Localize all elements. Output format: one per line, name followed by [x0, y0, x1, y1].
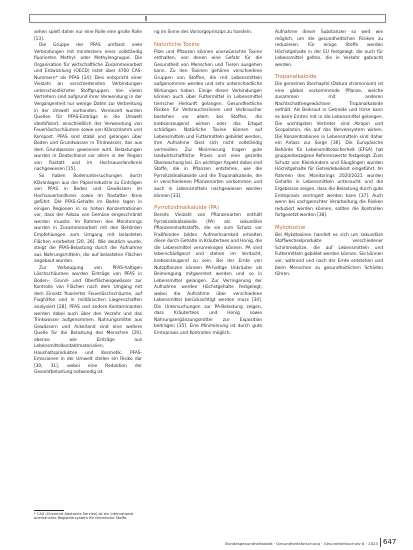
paragraph: sehen spielt daher nur eine Rolle eine große Rolle [13].: [34, 30, 142, 42]
text-column-left: [34, 30, 142, 377]
subsection-heading: Mykotoxine: [275, 224, 306, 231]
journal-footer: Bundesgesundheitsblatt · Gesundheitsforschung · Gesundheitsschutz 6 · 2023: [225, 541, 378, 546]
paragraph: Die Gruppe der PFAS umfasst viele Verbindungen mit mindestens einer vollständig fluorierten Methyl- oder Methylengruppe. Die Organisation für wirtschaftliche Zusammenarbeit und Entwicklung (OECD) listet über 4700 CAS-Nummern* als PFAS [14]. Dies entspricht einer Vielzahl an verschiedensten Verbindungen unterschiedlichster Stoffgruppen. Von vielen Vertretern sind aufgrund ihrer Verwendung in der Vergangenheit nur wenige Daten zur Verbreitung in der Umwelt vorhanden. Vereinzelt wurden Quellen für PFAS-Einträge in die Umwelt identifiziert, einschließlich der Verwendung von Feuerlöschschäumen sowie von Klärschlamm und Kompost. PFAS sind stabil und gelangen über Boden und Grundwasser in Trinkwasser, das aus dem Grundwasser gewonnen wird. Belastungen wurden in Deutschland vor allem in der Region von Rastatt und im Hochsauerlandkreis nachgewiesen [15].: [34, 43, 142, 173]
page-number: 647: [383, 538, 397, 546]
paragraph: Bereits Vielzahl von Pflanzenarten enthält Pyrrolizidinalkaloide (PA) als sekundäre Pflanzeninhaltsstoffe, die sie zum Schutz vor Fraßfeinden bilden. Aufmerksamkeit erhielten diese durch Gehalte in Kräutertees und Honig, die die Lebensmittel verunreinigen können. PA sind leberschädigend und stehen im Verdacht, krebserzeugend zu sein. Bei der Ernte von Nutzpflanzen können PA-haltige Unkräuter als Beimengung mitgeerntet werden und so in Lebensmittel gelangen. Zur Verringerung der Aufnahme werden Höchstgehalte festgelegt, wobei die Aufnahme über verschiedene Lebensmittel berücksichtigt werden muss [34]. Die Untersuchungen zur PA-Belastung zeigen, dass Kräutertees und Honig sowie Nahrungsergänzungsmittel zur Exposition beitragen [35]. Eine Minimierung ist durch gute Erntepraxis und Kontrollen möglich.: [154, 213, 262, 336]
paragraph: So haben Bodenuntersuchungen durch Kläranlagen aus der Papierindustrie zu Einträgen von PFAS in Boden und Gewässern im Hochsauerlandkreis sowie im Rastatter Kreis geführt. Die PFAS-Gehalte im Boden lagen in einigen Regionen in so hohen Konzentrationen vor, dass der Anbau von Gemüse eingeschränkt werden musste. Im Rahmen des Monitorings wurden in Zusammenarbeit mit den Behörden Empfehlungen zum Umgang mit belasteten Flächen erarbeitet [20, 26]. Wie deutlich wurde, steigt die PFAS-Belastung durch die Aufnahme aus Nahrungsmitteln, die auf belasteten Flächen angebaut wurden.: [34, 174, 142, 265]
header-rule: [29, 14, 386, 23]
paragraph: Zur Vorbeugung von PFAS-haltigen Löschschäumen wurden Einträge von PFAS in Boden-, Grund- und Oberflächengewässer zur Kontrolle von Flächen nach dem Umgang mit dem Einsatz fluorierter Feuerlöschschäume, auf Flughäfen und in militärischen Liegenschaften analysiert [28]. PFAS und andere Kontaminanten werden dabei auch über den Verzehr und das Trinkwasser aufgenommen. Nahrungsmittel aus Gewässern und Ackerland sind eine weitere Quelle für die Belastung des Menschen [29], ebenso wie Einträge aus Lebensmittelkontaktmaterialien, Haushaltsprodukten und Kosmetik. PFAS-Emissionen in der Umwelt stellen ein Risiko dar [30, 31], wobei eine Reduktion der Gesamtbelastung notwendig ist.: [34, 265, 142, 376]
paragraph: Die gemeinen Stechapfel (Datura stramonium) ist eine global vorkommende Pflanze, welche zusammen mit anderen Nachtschattengewächsen Tropanalkaloide enthält. Als Beikraut in Getreide und Hirse kann es beim Ernten mit in die Lebensmittel gelangen. Die wichtigsten Vertreter sind Atropin und Scopolamin, die auf das Nervensystem wirken. Die Konzentrationen in Lebensmitteln sind daher ein Anlass zur Sorge [36]. Die Europäische Behörde für Lebensmittelsicherheit (EFSA) hat gruppenbezogene Referenzwerte festgelegt. Zum Schutz von Kleinkindern und Säuglingen wurden Höchstgehalte für Getreidebeikost eingeführt. Im Rahmen des Monitorings 2020/2021 wurden Gehalte in Lebensmitteln untersucht und die Ergebnisse zeigen, dass die Belastung durch gute Erntepraxis verringert werden kann [37]. Auch wenn bei sachgerechter Verarbeitung die Risiken reduziert werden können, sollten die Kontrollen fortgesetzt werden [38].: [275, 82, 383, 219]
footnote-divider: [34, 510, 64, 511]
paragraph: Aufnahme dieser Substanzen so weit wie möglich, um die gesundheitlichen Risiken zu reduzieren. Für einige Stoffe werden Höchstgehalte in der EU festgelegt, die auch für Lebensmittel gelten, die in Verkehr gebracht werden.: [275, 30, 383, 68]
paragraph: ng im Sinne des Vorsorgeprinzips zu handeln.: [154, 30, 253, 35]
subsection-heading: Pyrrolizidinalkaloide (PA): [154, 205, 219, 212]
text-column-right: [275, 30, 383, 279]
paragraph: Pilze und Pflanzen können unerwünschte Toxine enthalten, von denen eine Gefahr für die Gesundheit von Menschen und Tieren ausgehen kann. Zu den Toxinen gehören verschiedene Gruppen von Stoffen, die mit Lebensmitteln aufgenommen werden und sehr unterschiedliche Wirkungen haben. Einige dieser Verbindungen können auch über Futtermittel in Lebensmittel tierischer Herkunft gelangen. Gesundheitliche Risiken für Verbraucherinnen und Verbraucher bestehen vor allem bei Stoffen, die krebserzeugend wirken oder das Erbgut schädigen. Natürliche Toxine können auf Lebensmitteln und Futtermitteln gebildet werden, ihre Aufnahme lässt sich nicht vollständig vermeiden. Zur Minimierung tragen gute landwirtschaftliche Praxis und eine gezielte Überwachung bei. Ein wichtiger Aspekt dabei sind Stoffe, die in Pflanzen entstehen, wie die Pyrrolizidinalkaloide und die Tropanalkaloide, die in verschiedenen Pflanzenarten vorkommen und auch in Lebensmitteln nachgewiesen werden können [33].: [154, 49, 262, 199]
paragraph: Bei Mykotoxinen handelt es sich um sekundäre Stoffwechselprodukte verschiedener Schimmelpilze, die auf Lebensmitteln und Futtermitteln gebildet werden können. Sie können vor, während und nach der Ernte entstehen und beim Menschen zu gesundheitlichen Schäden führen.: [275, 232, 383, 278]
section-heading: Natürliche Toxine: [154, 41, 200, 48]
footnote: * CAS (Chemical Abstracts Service) ist ein international anerkanntes Registriersystem für chemische Stoffe.: [34, 512, 134, 521]
text-column-middle: [154, 30, 262, 338]
page-number-divider: [380, 538, 381, 547]
header-divider: [145, 16, 147, 21]
subsection-heading: Tropanalkaloide: [275, 74, 317, 81]
